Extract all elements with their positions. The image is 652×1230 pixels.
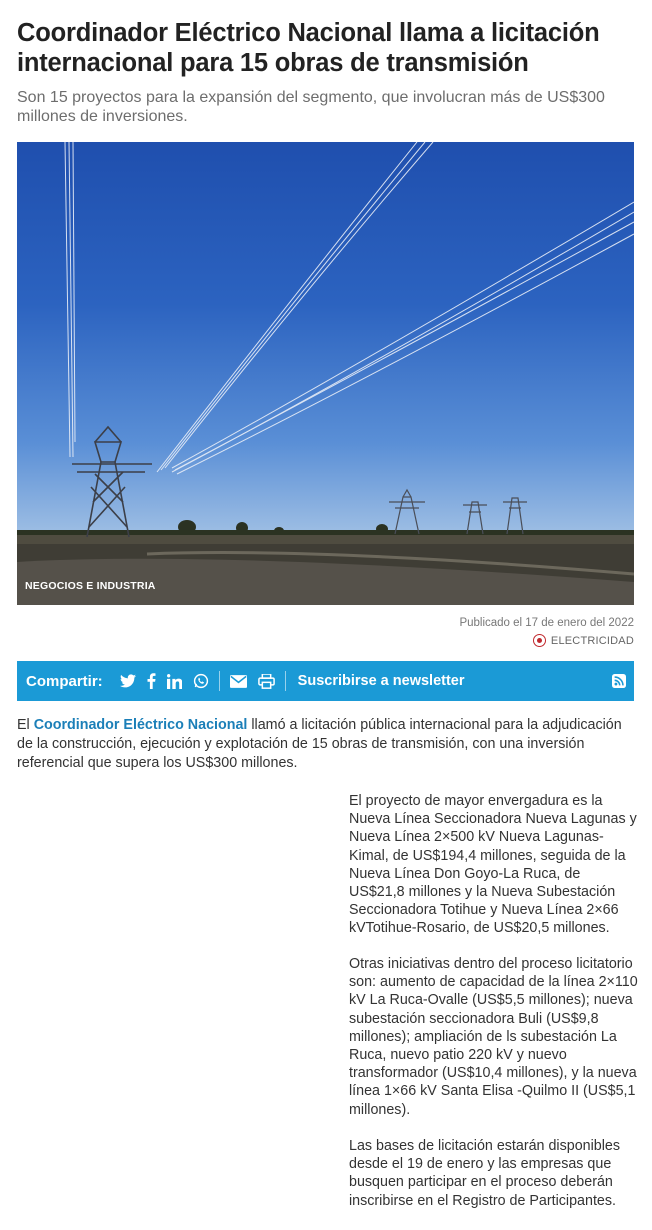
hero-image — [17, 142, 634, 605]
share-tools — [230, 672, 275, 690]
category-tag-label: ELECTRICIDAD — [550, 634, 634, 647]
facebook-icon[interactable] — [147, 672, 156, 690]
share-label: Compartir: — [26, 672, 103, 690]
article-subtitle: Son 15 proyectos para la expansión del segmento, que involucran más de US$300 millones de inversiones. — [17, 89, 605, 125]
body-paragraph-3: Las bases de licitación estarán disponibles desde el 19 de enero y las empresas que busquen participar en el proceso deberán inscribirse en el Registro de Participantes. — [349, 1138, 621, 1209]
lead-text-pre: El — [17, 717, 34, 733]
linkedin-icon[interactable] — [167, 672, 182, 690]
coordinador-link[interactable]: Coordinador Eléctrico Nacional — [33, 717, 248, 733]
twitter-icon[interactable] — [120, 672, 136, 690]
whatsapp-icon[interactable] — [193, 672, 209, 690]
share-icons — [120, 672, 209, 690]
power-lines-illustration — [17, 142, 634, 605]
share-bar — [17, 661, 634, 701]
email-icon[interactable] — [230, 672, 247, 690]
image-category-label: NEGOCIOS E INDUSTRIA — [25, 580, 156, 592]
tag-circle-icon — [533, 634, 546, 647]
lead-paragraph — [17, 716, 635, 773]
share-divider-2 — [285, 671, 286, 691]
body-paragraph-1: El proyecto de mayor envergadura es la Nueva Línea Seccionadora Nueva Lagunas y Nueva Línea 2×500 kV Nueva Lagunas-Kimal, de US$194,4 millones, seguida de la Nueva Línea Don Goyo-La Ruca, de US$21,8 millones y la Nueva Subestación Seccionadora Totihue y Nueva Línea 2×66 kVTotihue-Rosario, de US$20,5 millones. — [349, 793, 637, 937]
publish-date: Publicado el 17 de enero del 2022 — [459, 617, 634, 629]
category-tag[interactable] — [533, 634, 634, 647]
rss-icon[interactable] — [612, 672, 626, 690]
body-paragraph-2: Otras iniciativas dentro del proceso licitatorio son: aumento de capacidad de la línea 2×110 kV La Ruca-Ovalle (US$5,5 millones); nueva subestación seccionadora Buli (US$9,8 millones); ampliación de ls subestación La Ruca, nuevo patio 220 kV y nuevo transformador (US$10,4 millones), y la nueva línea 1×66 kV Santa Elisa -Quilmo II (US$5,1 millones). — [349, 956, 638, 1118]
article-headline: Coordinador Eléctrico Nacional llama a licitación internacional para 15 obras de transmisión — [17, 19, 600, 77]
print-icon[interactable] — [258, 672, 275, 690]
newsletter-link[interactable]: Suscribirse a newsletter — [297, 673, 465, 689]
share-divider — [219, 671, 220, 691]
lead-text-post: llamó a licitación pública internacional para la adjudicación de la construcción, ejecución y explotación de 15 obras de transmisión, con una inversión referencial que supera los US$300 millones. — [17, 717, 622, 771]
